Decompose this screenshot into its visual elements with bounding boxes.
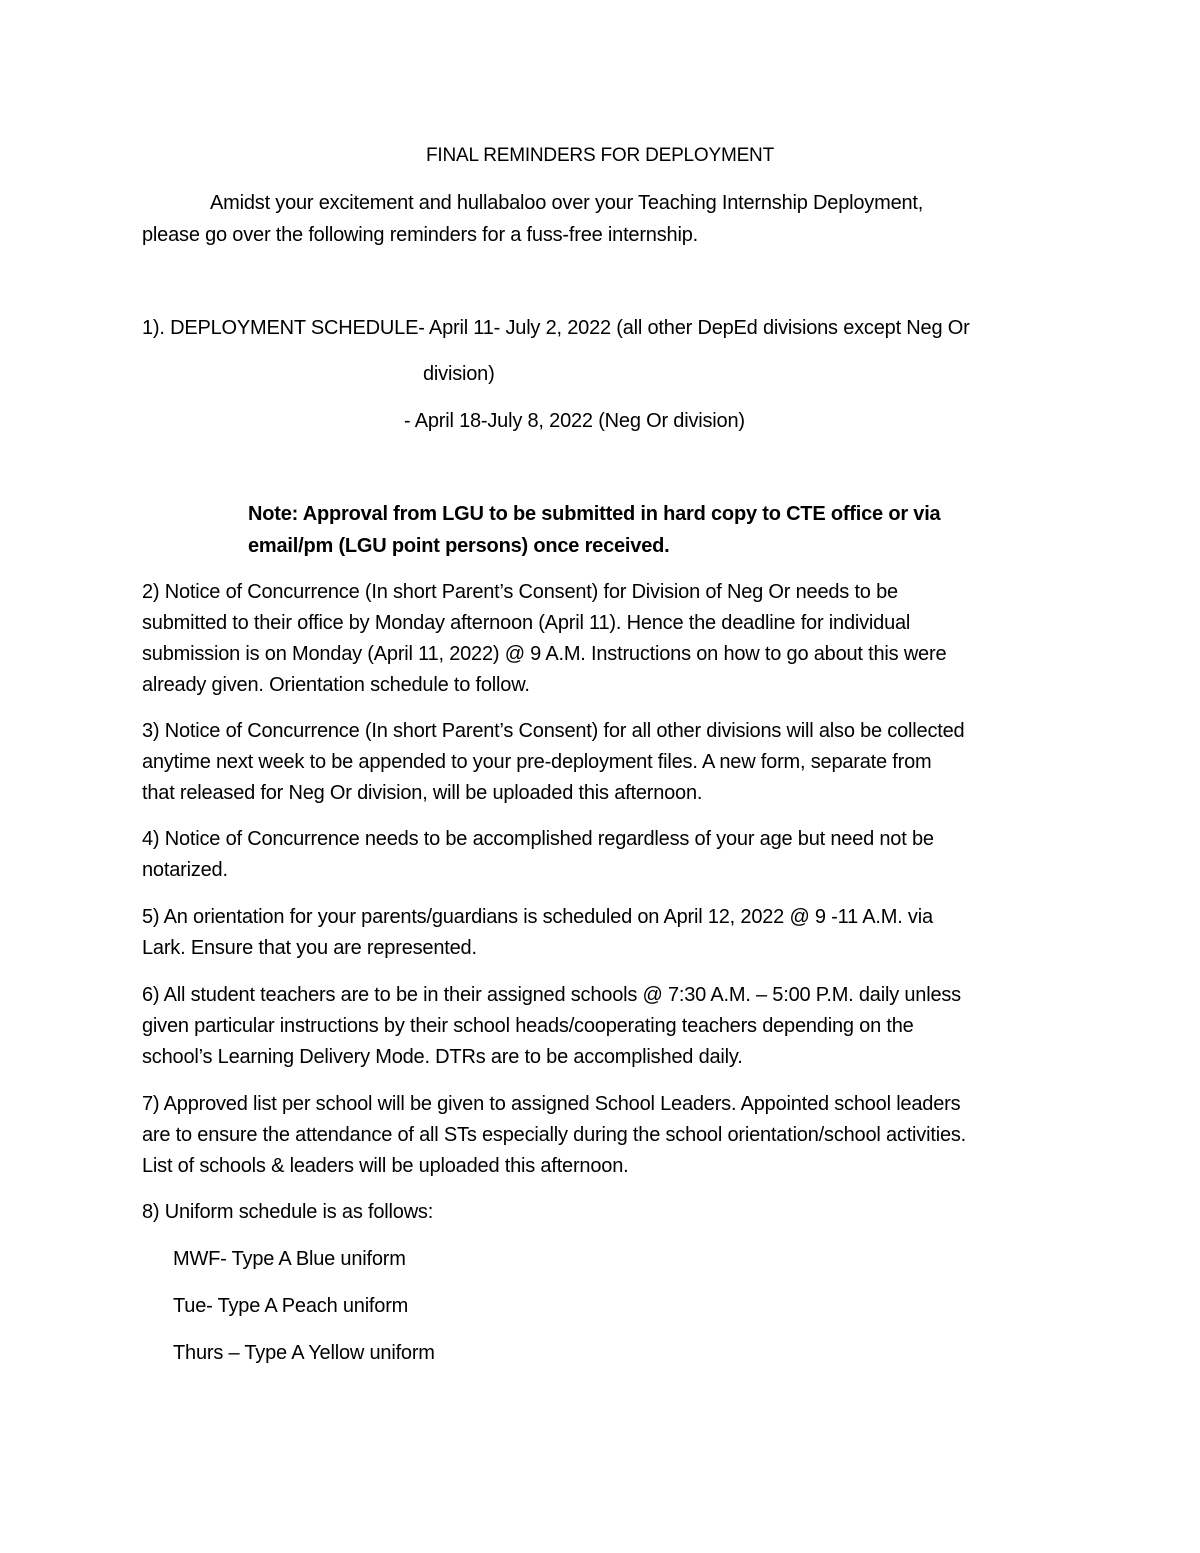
item-6-line-1: 6) All student teachers are to be in their assigned schools @ 7:30 A.M. – 5:00 P.M. daily unless — [142, 984, 961, 1006]
item-4-line-1: 4) Notice of Concurrence needs to be accomplished regardless of your age but need not be — [142, 828, 934, 850]
item-7-line-1: 7) Approved list per school will be given to assigned School Leaders. Appointed school leaders — [142, 1093, 961, 1115]
item-2-line-3: submission is on Monday (April 11, 2022) @ 9 A.M. Instructions on how to go about this were — [142, 643, 947, 665]
note-line-2: email/pm (LGU point persons) once received. — [248, 535, 670, 557]
item-2-line-4: already given. Orientation schedule to follow. — [142, 674, 530, 696]
item-3-line-2: anytime next week to be appended to your pre-deployment files. A new form, separate from — [142, 751, 932, 773]
intro-line-2: please go over the following reminders for a fuss-free internship. — [142, 224, 698, 246]
item-6-line-2: given particular instructions by their school heads/cooperating teachers depending on the — [142, 1015, 914, 1037]
item-7-line-2: are to ensure the attendance of all STs especially during the school orientation/school activities. — [142, 1124, 967, 1146]
item-5-line-2: Lark. Ensure that you are represented. — [142, 937, 477, 959]
item-1-line-3: - April 18-July 8, 2022 (Neg Or division) — [404, 410, 745, 432]
item-5-line-1: 5) An orientation for your parents/guardians is scheduled on April 12, 2022 @ 9 -11 A.M. via — [142, 906, 933, 928]
intro-line-1: Amidst your excitement and hullabaloo over your Teaching Internship Deployment, — [210, 192, 924, 214]
item-6-line-3: school’s Learning Delivery Mode. DTRs are to be accomplished daily. — [142, 1046, 743, 1068]
item-3-line-3: that released for Neg Or division, will be uploaded this afternoon. — [142, 782, 703, 804]
item-4-line-2: notarized. — [142, 859, 228, 881]
note-line-1: Note: Approval from LGU to be submitted in hard copy to CTE office or via — [248, 503, 941, 525]
item-8-line-1: 8) Uniform schedule is as follows: — [142, 1201, 434, 1223]
document-title: FINAL REMINDERS FOR DEPLOYMENT — [425, 145, 774, 166]
item-7-line-3: List of schools & leaders will be uploaded this afternoon. — [142, 1155, 629, 1177]
item-3-line-1: 3) Notice of Concurrence (In short Parent’s Consent) for all other divisions will also be collected — [142, 720, 965, 742]
item-1-line-1: 1). DEPLOYMENT SCHEDULE- April 11- July 2, 2022 (all other DepEd divisions except Neg Or — [142, 317, 970, 339]
item-2-line-1: 2) Notice of Concurrence (In short Parent’s Consent) for Division of Neg Or needs to be — [142, 581, 898, 603]
item-2-line-2: submitted to their office by Monday afternoon (April 11). Hence the deadline for individual — [142, 612, 911, 634]
uniform-mwf: MWF- Type A Blue uniform — [173, 1248, 406, 1270]
uniform-tue: Tue- Type A Peach uniform — [173, 1295, 409, 1317]
uniform-thurs: Thurs – Type A Yellow uniform — [173, 1342, 435, 1364]
item-1-line-2: division) — [423, 363, 495, 385]
